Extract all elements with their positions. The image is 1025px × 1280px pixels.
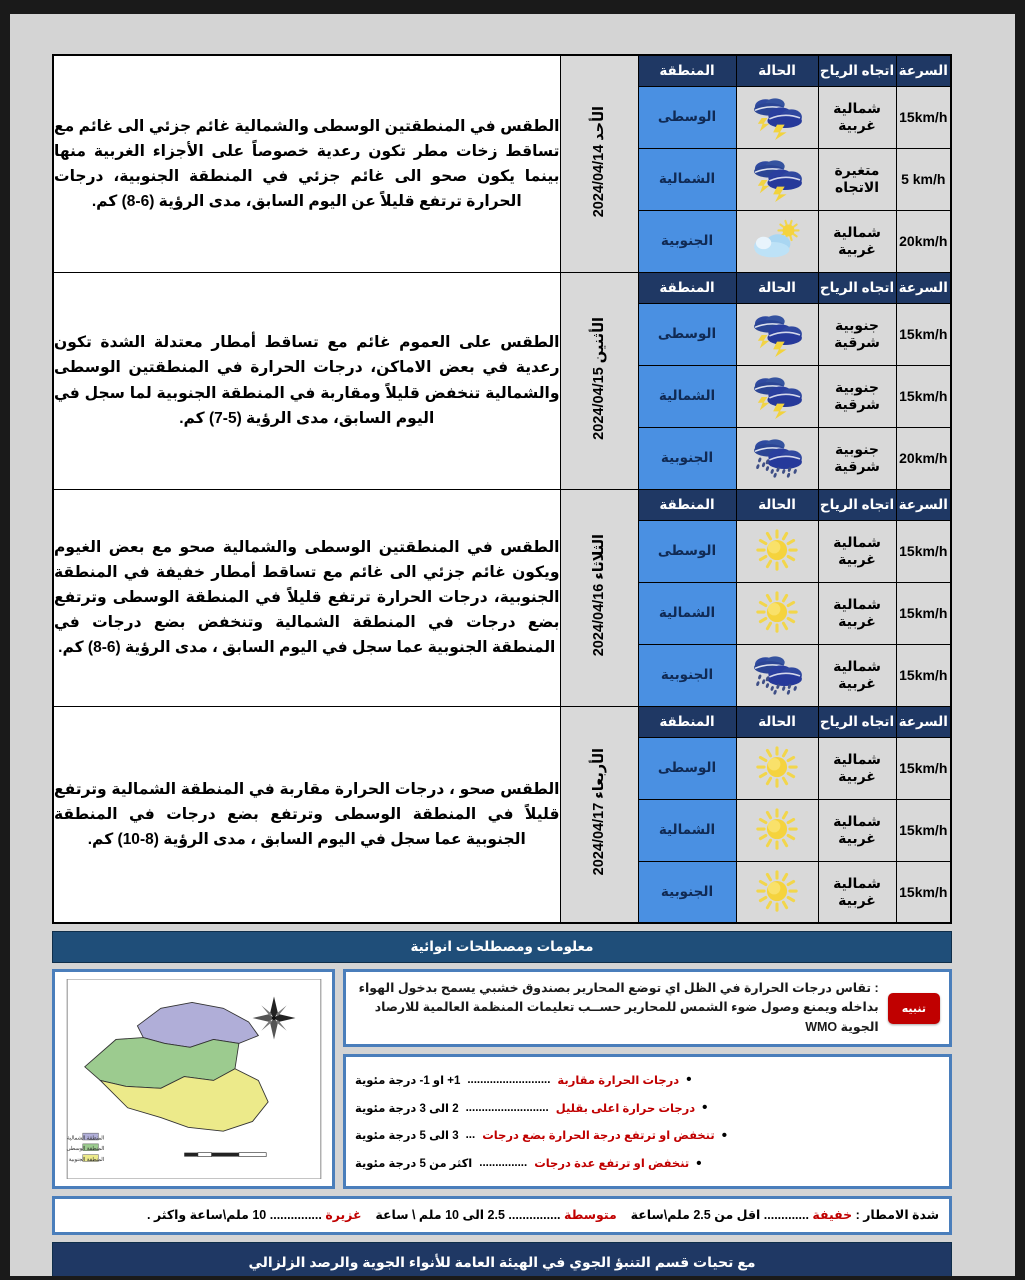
legend-dots: .......................... [467, 1073, 551, 1086]
legend-item [355, 1153, 935, 1174]
intensity-light-dots: ............. [763, 1208, 809, 1222]
weather-state-cell [736, 210, 818, 272]
wind-direction-value: جنوبية شرقية [818, 303, 896, 365]
info-right-column [343, 969, 952, 1189]
weather-state-cell [736, 799, 818, 861]
day-date-label: الثلاثاء 2024/04/16 [560, 489, 638, 706]
region-name: الجنوبية [638, 427, 736, 489]
column-header-speed: السرعة [896, 706, 951, 737]
wind-speed-value: 15km/h [896, 799, 951, 861]
weather-state-cell [736, 148, 818, 210]
forecast-table [52, 54, 952, 924]
column-header-state: الحالة [736, 706, 818, 737]
legend-dots: ... [465, 1129, 476, 1142]
weather-state-cell [736, 427, 818, 489]
day-date-label: الأحد 2024/04/14 [560, 55, 638, 272]
day-block-header-row [53, 489, 951, 520]
column-header-wind_dir: اتجاه الرياح [818, 55, 896, 86]
info-grid [52, 969, 952, 1189]
wind-direction-value: جنوبية شرقية [818, 365, 896, 427]
legend-value: 2 الى 3 درجة مئوية [355, 1102, 459, 1115]
legend-item [355, 1097, 935, 1118]
wind-direction-value: جنوبية شرقية [818, 427, 896, 489]
weather-state-cell [736, 303, 818, 365]
bullet-icon: • [686, 1071, 692, 1089]
weather-state-cell [736, 737, 818, 799]
region-name: الجنوبية [638, 861, 736, 923]
legend-term: درجات حرارة اعلى بقليل [555, 1102, 696, 1115]
wind-speed-value: 15km/h [896, 582, 951, 644]
sunny-icon [746, 869, 808, 915]
column-header-speed: السرعة [896, 55, 951, 86]
legend-term: تنخفض او ترتفع عدة درجات [534, 1158, 690, 1171]
wind-speed-value: 15km/h [896, 737, 951, 799]
column-header-state: الحالة [736, 272, 818, 303]
sunny-icon [746, 528, 808, 574]
column-header-wind_dir: اتجاه الرياح [818, 489, 896, 520]
day-block-header-row [53, 55, 951, 86]
intensity-moderate-value: 2.5 الى 10 ملم \ ساعة [375, 1208, 505, 1222]
map-scale-bar [184, 1153, 266, 1157]
sunny-icon [746, 590, 808, 636]
legend-item [355, 1125, 935, 1146]
region-name: الشمالية [638, 799, 736, 861]
region-name: الوسطى [638, 86, 736, 148]
day-date-label: الأثنين 2024/04/15 [560, 272, 638, 489]
intensity-light-value: اقل من 2.5 ملم\ساعة [630, 1208, 761, 1222]
thunderstorm-icon [746, 94, 808, 140]
notice-badge: تنبيه [888, 993, 940, 1024]
column-header-speed: السرعة [896, 272, 951, 303]
wind-direction-value: شمالية غربية [818, 799, 896, 861]
column-header-region: المنطقة [638, 55, 736, 86]
wind-speed-value: 15km/h [896, 365, 951, 427]
day-date-label: الأربعاء 2024/04/17 [560, 706, 638, 923]
weather-state-cell [736, 861, 818, 923]
map-legend-north: المنطقة الشمالية [66, 1135, 104, 1142]
wind-speed-value: 20km/h [896, 210, 951, 272]
map-legend-south: المنطقة الجنوبية [68, 1156, 104, 1163]
weather-state-cell [736, 582, 818, 644]
day-block-header-row [53, 706, 951, 737]
column-header-state: الحالة [736, 489, 818, 520]
bullet-icon: • [721, 1126, 727, 1144]
bullet-icon: • [702, 1099, 708, 1117]
forecast-sheet [52, 54, 952, 1280]
weather-state-cell [736, 520, 818, 582]
intensity-moderate-dots: ............... [508, 1208, 561, 1222]
wind-direction-value: شمالية غربية [818, 737, 896, 799]
day-description: الطقس على العموم غائم مع تساقط أمطار معتدلة الشدة تكون رعدية في بعض الاماكن، درجات الحرارة في المنطقتين الوسطى والشمالية تنخفض قليلاً ومقاربة في المنطقة الجنوبية لما سجل في اليوم السابق، مدى الرؤية (5-7) كم. [53, 272, 560, 489]
region-name: الشمالية [638, 582, 736, 644]
notice-text: : تقاس درجات الحرارة في الظل اي توضع المحارير بصندوق خشبي يسمح بدخول الهواء بداخله ويمنع وصول ضوء الشمس للمحارير حســب تعليمات المنظمة العالمية للارصاد الجوية WMO [358, 981, 879, 1034]
wind-direction-value: شمالية غربية [818, 644, 896, 706]
rain-icon [746, 435, 808, 481]
column-header-region: المنطقة [638, 489, 736, 520]
footer-greeting: مع تحيات قسم التنبؤ الجوي في الهيئة العامة للأنواء الجوية والرصد الزلزالي [52, 1242, 952, 1280]
day-description: الطقس في المنطقتين الوسطى والشمالية غائم جزئي الى غائم مع تساقط زخات مطر تكون رعدية خصوصاً على الأجزاء الغربية منها بينما يكون صحو الى غائم جزئي في المنطقة الجنوبية، درجات الحرارة ترتفع قليلاً عن اليوم السابق، مدى الرؤية (6-8) كم. [53, 55, 560, 272]
column-header-state: الحالة [736, 55, 818, 86]
legend-value: اكثر من 5 درجة مئوية [355, 1158, 473, 1171]
day-description: الطقس صحو ، درجات الحرارة مقاربة في المنطقة الشمالية وترتفع قليلاً في المنطقة الوسطى وترتفع بضع درجات في المنطقة الجنوبية عما سجل في اليوم السابق ، مدى الرؤية (8-10) كم. [53, 706, 560, 923]
wind-speed-value: 15km/h [896, 86, 951, 148]
rain-intensity-legend [52, 1196, 952, 1235]
wind-speed-value: 15km/h [896, 520, 951, 582]
intensity-heavy-term: غزيرة [325, 1208, 362, 1222]
thunderstorm-icon [746, 311, 808, 357]
intensity-heavy-value: 10 ملم\ساعة واكثر . [147, 1208, 267, 1222]
partly-cloudy-icon [746, 218, 808, 264]
intensity-label: شدة الامطار : [855, 1208, 939, 1222]
column-header-region: المنطقة [638, 706, 736, 737]
region-name: الشمالية [638, 148, 736, 210]
sunny-icon [746, 807, 808, 853]
wind-speed-value: 15km/h [896, 303, 951, 365]
map-legend [66, 1133, 104, 1163]
day-description: الطقس في المنطقتين الوسطى والشمالية صحو مع بعض الغيوم ويكون غائم جزئي الى غائم مع تساقط أمطار خفيفة في المنطقة الجنوبية، درجات الحرارة ترتفع قليلاً في المنطقة الوسطى وترتفع بضع درجات في المنطقة الشمالية وتنخفض بضع درجات في المنطقة الجنوبية عما سجل في اليوم السابق ، مدى الرؤية (6-8) كم. [53, 489, 560, 706]
column-header-speed: السرعة [896, 489, 951, 520]
legend-dots: ............... [479, 1157, 528, 1170]
wind-direction-value: شمالية غربية [818, 520, 896, 582]
wind-speed-value: 15km/h [896, 644, 951, 706]
legend-box [343, 1054, 952, 1189]
legend-term: درجات الحرارة مقاربة [557, 1074, 680, 1087]
weather-state-cell [736, 365, 818, 427]
column-header-wind_dir: اتجاه الرياح [818, 272, 896, 303]
legend-dots: .......................... [465, 1101, 549, 1114]
column-header-region: المنطقة [638, 272, 736, 303]
intensity-moderate-term: متوسطة [564, 1208, 617, 1222]
legend-item [355, 1069, 935, 1090]
region-name: الشمالية [638, 365, 736, 427]
bullet-icon: • [696, 1154, 702, 1172]
intensity-heavy-dots: ............... [269, 1208, 322, 1222]
wind-direction-value: متغيرة الاتجاه [818, 148, 896, 210]
legend-value: 1+ او 1- درجة مئوية [355, 1074, 461, 1087]
wind-direction-value: شمالية غربية [818, 86, 896, 148]
wind-direction-value: شمالية غربية [818, 861, 896, 923]
intensity-light-term: خفيفة [812, 1208, 853, 1222]
day-block-header-row [53, 272, 951, 303]
legend-term: تنخفض او ترتفع درجة الحرارة بضع درجات [482, 1130, 715, 1143]
wind-speed-value: 15km/h [896, 861, 951, 923]
region-name: الجنوبية [638, 644, 736, 706]
region-name: الجنوبية [638, 210, 736, 272]
wind-direction-value: شمالية غربية [818, 210, 896, 272]
region-name: الوسطى [638, 737, 736, 799]
iraq-regions-map [52, 969, 335, 1189]
wind-speed-value: 5 km/h [896, 148, 951, 210]
column-header-wind_dir: اتجاه الرياح [818, 706, 896, 737]
wind-speed-value: 20km/h [896, 427, 951, 489]
weather-state-cell [736, 644, 818, 706]
weather-state-cell [736, 86, 818, 148]
notice-box [343, 969, 952, 1047]
rain-icon [746, 652, 808, 698]
sunny-icon [746, 745, 808, 791]
thunderstorm-icon [746, 373, 808, 419]
wind-direction-value: شمالية غربية [818, 582, 896, 644]
region-name: الوسطى [638, 520, 736, 582]
map-legend-central: المنطقة الوسطى [65, 1146, 104, 1153]
map-icon [63, 979, 325, 1179]
region-name: الوسطى [638, 303, 736, 365]
thunderstorm-icon [746, 156, 808, 202]
legend-value: 3 الى 5 درجة مئوية [355, 1130, 459, 1143]
info-section-title: معلومات ومصطلحات انوائية [52, 931, 952, 963]
